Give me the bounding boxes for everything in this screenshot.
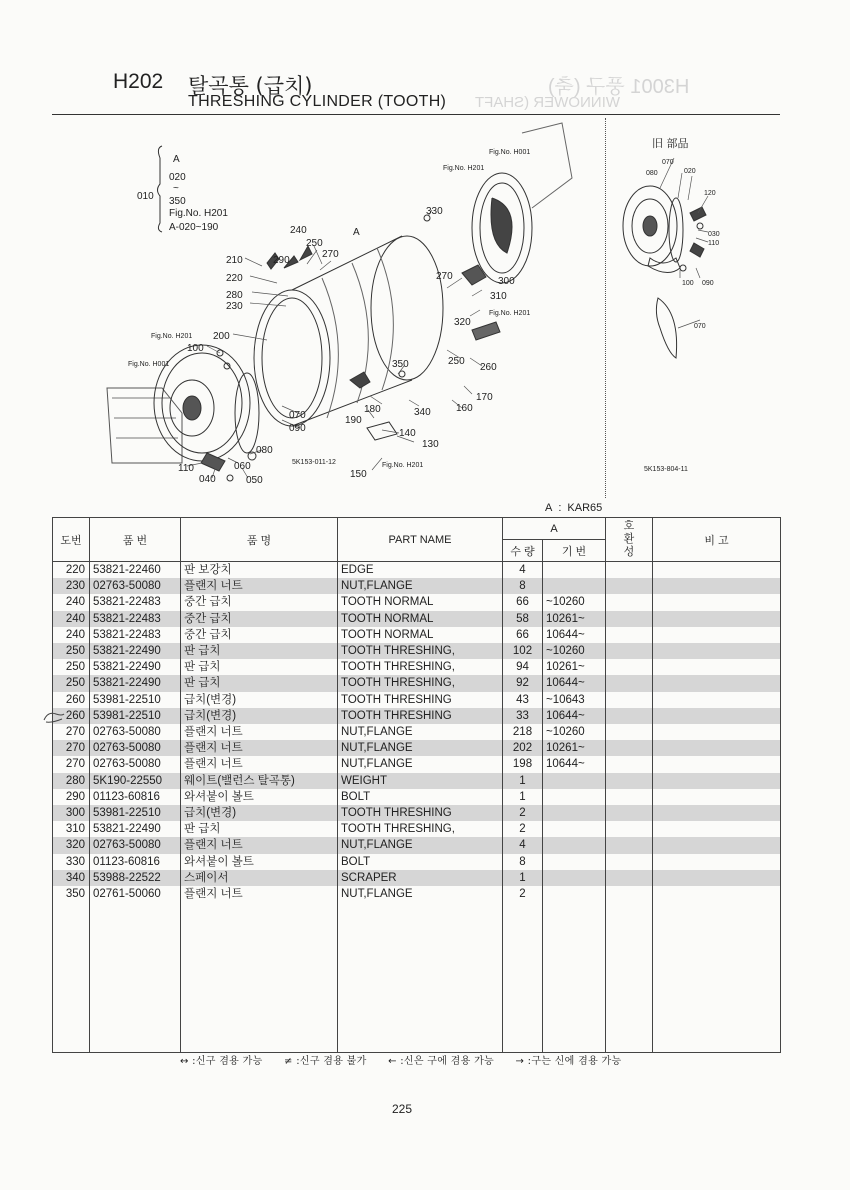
cell-en: TOOTH THRESHING,	[338, 675, 503, 691]
callout-label: 190	[345, 415, 362, 426]
cell-empty	[653, 756, 781, 772]
cell-no: 260	[53, 692, 90, 708]
group-label-line: 020	[169, 172, 186, 183]
cell-empty	[653, 659, 781, 675]
cell-empty	[606, 594, 653, 610]
cell-kr: 중간 급치	[181, 594, 338, 610]
cell-en: NUT,FLANGE	[338, 756, 503, 772]
cell-part: 53821-22483	[90, 594, 181, 610]
section-code: H202	[113, 70, 164, 93]
cell-empty	[606, 643, 653, 659]
cell-part: 53981-22510	[90, 805, 181, 821]
cell-part: 53821-22490	[90, 643, 181, 659]
old-callout: 110	[708, 240, 720, 247]
cell-kr: 플랜지 너트	[181, 740, 338, 756]
cell-no: 270	[53, 756, 90, 772]
cell-qty: 218	[503, 724, 543, 740]
cell-kr: 중간 급치	[181, 611, 338, 627]
section-title-english: THRESHING CYLINDER (TOOTH)	[188, 93, 447, 110]
table-row	[53, 659, 781, 675]
group-label-line: A	[173, 154, 180, 165]
callout-label: 060	[234, 461, 251, 472]
cell-qty: 8	[503, 854, 543, 870]
cell-empty	[653, 708, 781, 724]
callout-label: 070	[289, 410, 306, 421]
cell-qty: 2	[503, 886, 543, 902]
cell-empty	[606, 692, 653, 708]
cell-empty	[653, 578, 781, 594]
cell-serial	[543, 821, 606, 837]
figure-ref: Fig.No. H201	[151, 333, 193, 340]
cell-kr: 플랜지 너트	[181, 837, 338, 853]
cell-part: 02763-50080	[90, 724, 181, 740]
cell-empty	[606, 886, 653, 902]
cell-no: 290	[53, 789, 90, 805]
cell-empty	[338, 902, 503, 1053]
cell-qty: 92	[503, 675, 543, 691]
callout-label: 160	[456, 403, 473, 414]
cell-part: 02761-50060	[90, 886, 181, 902]
cell-kr: 와셔붙이 볼트	[181, 789, 338, 805]
callout-label: 330	[426, 206, 443, 217]
cell-serial: ~10260	[543, 643, 606, 659]
table-row	[53, 740, 781, 756]
cell-no: 240	[53, 594, 90, 610]
cell-no: 240	[53, 611, 90, 627]
cell-en: TOOTH THRESHING	[338, 708, 503, 724]
cell-empty	[653, 902, 781, 1053]
old-figure-code: 5K153-804-11	[644, 466, 688, 473]
cell-en: TOOTH NORMAL	[338, 611, 503, 627]
callout-label: 180	[364, 404, 381, 415]
callout-label: 350	[392, 359, 409, 370]
cell-kr: 중간 급치	[181, 627, 338, 643]
cell-part: 53821-22483	[90, 627, 181, 643]
callout-label: 310	[490, 291, 507, 302]
cell-qty: 33	[503, 708, 543, 724]
figure-code: 5K153-011-12	[292, 459, 336, 466]
cell-empty	[653, 854, 781, 870]
callout-label: 260	[480, 362, 497, 373]
col-header-part-name: PART NAME	[338, 518, 503, 562]
cell-empty	[606, 756, 653, 772]
callout-label: 140	[399, 428, 416, 439]
parts-table	[52, 517, 781, 1053]
callout-label: 080	[256, 445, 273, 456]
cell-part: 53981-22510	[90, 708, 181, 724]
legend-item: → :구는 신에 겸용 가능	[515, 1056, 622, 1067]
cell-en: WEIGHT	[338, 773, 503, 789]
old-callout: 100	[682, 280, 694, 287]
old-callout: 020	[684, 168, 696, 175]
callout-label: 250	[306, 238, 323, 249]
cell-no: 230	[53, 578, 90, 594]
cell-qty: 1	[503, 773, 543, 789]
diagram-divider	[605, 118, 606, 498]
table-row	[53, 594, 781, 610]
col-header-qty: 수 량	[503, 540, 543, 562]
cell-kr: 플랜지 너트	[181, 578, 338, 594]
old-parts-title: 旧 部品	[652, 137, 689, 150]
cell-en: EDGE	[338, 562, 503, 579]
cell-empty	[606, 773, 653, 789]
cell-no: 220	[53, 562, 90, 579]
cell-qty: 102	[503, 643, 543, 659]
cell-empty	[606, 562, 653, 579]
cell-serial: 10644~	[543, 627, 606, 643]
col-header-interchange: 호 환 성	[606, 518, 653, 562]
cell-en: SCRAPER	[338, 870, 503, 886]
cell-part: 53821-22490	[90, 821, 181, 837]
cell-empty	[653, 675, 781, 691]
cell-qty: 4	[503, 562, 543, 579]
cell-empty	[653, 611, 781, 627]
cell-no: 240	[53, 627, 90, 643]
col-header-part-no: 품 번	[90, 518, 181, 562]
cell-serial: ~10260	[543, 594, 606, 610]
cell-empty	[90, 902, 181, 1053]
callout-label: 210	[226, 255, 243, 266]
col-header-remarks: 비 고	[653, 518, 781, 562]
cell-qty: 66	[503, 594, 543, 610]
table-row	[53, 724, 781, 740]
cell-empty	[606, 724, 653, 740]
cell-empty	[606, 805, 653, 821]
cell-part: 02763-50080	[90, 756, 181, 772]
callout-label: 250	[448, 356, 465, 367]
cell-kr: 판 급치	[181, 675, 338, 691]
cell-serial	[543, 562, 606, 579]
cell-qty: 94	[503, 659, 543, 675]
cell-part: 53821-22490	[90, 659, 181, 675]
cell-en: NUT,FLANGE	[338, 837, 503, 853]
cell-serial: ~10643	[543, 692, 606, 708]
cell-serial: 10261~	[543, 611, 606, 627]
callout-label: 270	[322, 249, 339, 260]
cell-en: TOOTH NORMAL	[338, 627, 503, 643]
cell-no: 250	[53, 659, 90, 675]
cell-part: 53821-22483	[90, 611, 181, 627]
cell-qty: 202	[503, 740, 543, 756]
axis-label: A	[353, 227, 360, 238]
cell-kr: 판 급치	[181, 659, 338, 675]
cell-serial: 10261~	[543, 659, 606, 675]
callout-label: 150	[350, 469, 367, 480]
legend-item: ↔ :신구 겸용 가능	[180, 1056, 263, 1067]
cell-no: 340	[53, 870, 90, 886]
model-key-label: A	[545, 502, 553, 514]
table-row	[53, 643, 781, 659]
cell-part: 02763-50080	[90, 837, 181, 853]
table-row	[53, 611, 781, 627]
cell-empty	[606, 659, 653, 675]
cell-qty: 58	[503, 611, 543, 627]
cell-empty	[606, 740, 653, 756]
model-key	[545, 502, 602, 514]
cell-en: BOLT	[338, 854, 503, 870]
cell-serial	[543, 789, 606, 805]
cell-empty	[653, 837, 781, 853]
callout-label: 050	[246, 475, 263, 486]
old-callout: 080	[646, 170, 658, 177]
cell-qty: 4	[503, 837, 543, 853]
cell-en: TOOTH THRESHING,	[338, 659, 503, 675]
cell-empty	[606, 611, 653, 627]
cell-kr: 와셔붙이 볼트	[181, 854, 338, 870]
figure-ref: Fig.No. H201	[489, 310, 531, 317]
cell-empty	[653, 886, 781, 902]
cell-no: 330	[53, 854, 90, 870]
cell-serial	[543, 805, 606, 821]
cell-empty	[606, 821, 653, 837]
cell-en: TOOTH THRESHING	[338, 692, 503, 708]
callout-label: 240	[290, 225, 307, 236]
callout-label: 280	[226, 290, 243, 301]
cell-empty	[606, 854, 653, 870]
cell-qty: 2	[503, 805, 543, 821]
table-row	[53, 821, 781, 837]
cell-empty	[606, 870, 653, 886]
cell-en: TOOTH THRESHING,	[338, 643, 503, 659]
cell-qty: 8	[503, 578, 543, 594]
table-row	[53, 805, 781, 821]
table-row	[53, 627, 781, 643]
cell-empty	[653, 805, 781, 821]
cell-kr: 급치(변경)	[181, 692, 338, 708]
cell-empty	[543, 902, 606, 1053]
cell-en: TOOTH THRESHING	[338, 805, 503, 821]
col-header-a: A	[503, 518, 606, 540]
old-callout: 090	[702, 280, 714, 287]
table-row	[53, 756, 781, 772]
callout-label: 110	[178, 463, 194, 474]
cell-qty: 1	[503, 789, 543, 805]
cell-no: 280	[53, 773, 90, 789]
cell-part: 53821-22460	[90, 562, 181, 579]
cell-empty	[653, 724, 781, 740]
cell-empty	[653, 627, 781, 643]
cell-no: 260	[53, 708, 90, 724]
col-header-serial: 기 번	[543, 540, 606, 562]
old-callout: 070	[694, 323, 706, 330]
col-header-no: 도번	[53, 518, 90, 562]
model-key-sep: :	[558, 502, 562, 514]
bleed-through-title: WINNOWER (SHAFT	[475, 94, 620, 111]
table-row	[53, 675, 781, 691]
table-row	[53, 708, 781, 724]
cell-empty	[606, 708, 653, 724]
exploded-parts-diagram	[52, 118, 602, 493]
cell-en: BOLT	[338, 789, 503, 805]
table-row	[53, 773, 781, 789]
cell-kr: 급치(변경)	[181, 805, 338, 821]
cell-no: 250	[53, 675, 90, 691]
cell-serial: 10644~	[543, 675, 606, 691]
table-row	[53, 692, 781, 708]
callout-label: 170	[476, 392, 493, 403]
cell-en: NUT,FLANGE	[338, 740, 503, 756]
cell-empty	[181, 902, 338, 1053]
table-row	[53, 837, 781, 853]
cell-en: TOOTH THRESHING,	[338, 821, 503, 837]
old-parts-diagram	[608, 118, 783, 493]
cell-part: 5K190-22550	[90, 773, 181, 789]
cell-serial	[543, 854, 606, 870]
cell-no: 300	[53, 805, 90, 821]
cell-serial: ~10260	[543, 724, 606, 740]
table-filler-row	[53, 902, 781, 1053]
cell-part: 01123-60816	[90, 854, 181, 870]
cell-en: NUT,FLANGE	[338, 724, 503, 740]
cell-kr: 플랜지 너트	[181, 756, 338, 772]
callout-label: 130	[422, 439, 439, 450]
cell-no: 350	[53, 886, 90, 902]
callout-label: 090	[289, 423, 306, 434]
cell-serial	[543, 578, 606, 594]
cell-empty	[606, 627, 653, 643]
callout-label: 270	[436, 271, 453, 282]
callout-label: 200	[213, 331, 230, 342]
interchange-legend	[180, 1052, 639, 1067]
cell-empty	[653, 821, 781, 837]
cell-kr: 스페이서	[181, 870, 338, 886]
callout-label: 340	[414, 407, 431, 418]
col-header-name-kr: 품 명	[181, 518, 338, 562]
figure-ref: Fig.No. H201	[382, 462, 424, 469]
group-label-line: ~	[173, 183, 179, 194]
cell-empty	[653, 562, 781, 579]
cell-serial: 10261~	[543, 740, 606, 756]
cell-empty	[653, 773, 781, 789]
table-row	[53, 578, 781, 594]
section-title-korean: 탈곡통 (급치)	[188, 74, 313, 98]
callout-label: 220	[226, 273, 243, 284]
cell-empty	[653, 870, 781, 886]
legend-item: ≠ :신구 겸용 불가	[284, 1056, 367, 1067]
cell-kr: 급치(변경)	[181, 708, 338, 724]
callout-label: 230	[226, 301, 243, 312]
header-rule	[52, 114, 780, 115]
cell-part: 01123-60816	[90, 789, 181, 805]
group-label-line: 350	[169, 196, 186, 207]
cell-empty	[53, 902, 90, 1053]
bleed-through-code: H3001 풍구 (축)	[548, 76, 690, 98]
cell-no: 270	[53, 740, 90, 756]
cell-qty: 2	[503, 821, 543, 837]
cell-part: 53821-22490	[90, 675, 181, 691]
cell-qty: 1	[503, 870, 543, 886]
cell-part: 53981-22510	[90, 692, 181, 708]
cell-empty	[503, 902, 543, 1053]
cell-no: 310	[53, 821, 90, 837]
table-row	[53, 886, 781, 902]
old-callout: 070	[662, 159, 674, 166]
cell-en: NUT,FLANGE	[338, 886, 503, 902]
cell-empty	[606, 902, 653, 1053]
group-label-line: Fig.No. H201	[169, 208, 228, 219]
callout-label: 100	[187, 343, 204, 354]
figure-ref: Fig.No. H001	[128, 361, 170, 368]
group-label-line: A-020~190	[169, 222, 219, 233]
cell-serial	[543, 773, 606, 789]
callout-label: 040	[199, 474, 216, 485]
cell-kr: 웨이트(밸런스 탈곡통)	[181, 773, 338, 789]
callout-label: 300	[498, 276, 515, 287]
cell-kr: 판 급치	[181, 643, 338, 659]
legend-item: ← :신은 구에 겸용 가능	[388, 1056, 495, 1067]
table-row	[53, 870, 781, 886]
old-callout: 120	[704, 190, 716, 197]
cell-no: 250	[53, 643, 90, 659]
cell-empty	[606, 789, 653, 805]
cell-empty	[653, 740, 781, 756]
cell-en: NUT,FLANGE	[338, 578, 503, 594]
figure-ref: Fig.No. H201	[443, 165, 485, 172]
cell-empty	[653, 594, 781, 610]
cell-kr: 판 급치	[181, 821, 338, 837]
cell-qty: 198	[503, 756, 543, 772]
cell-serial: 10644~	[543, 708, 606, 724]
old-callout: 030	[708, 231, 720, 238]
cell-empty	[606, 837, 653, 853]
cell-empty	[653, 789, 781, 805]
callout-label: 290	[273, 255, 290, 266]
cell-qty: 43	[503, 692, 543, 708]
cell-part: 02763-50080	[90, 578, 181, 594]
cell-empty	[653, 643, 781, 659]
table-row	[53, 789, 781, 805]
model-key-value: KAR65	[567, 502, 603, 514]
cell-kr: 플랜지 너트	[181, 724, 338, 740]
cell-serial	[543, 886, 606, 902]
cell-en: TOOTH NORMAL	[338, 594, 503, 610]
cell-serial	[543, 837, 606, 853]
cell-serial	[543, 870, 606, 886]
cell-empty	[653, 692, 781, 708]
cell-empty	[606, 675, 653, 691]
group-ref-label: 010	[137, 191, 154, 202]
cell-no: 320	[53, 837, 90, 853]
cell-kr: 판 보강치	[181, 562, 338, 579]
cell-empty	[606, 578, 653, 594]
table-row	[53, 854, 781, 870]
figure-ref: Fig.No. H001	[489, 149, 531, 156]
cell-qty: 66	[503, 627, 543, 643]
cell-no: 270	[53, 724, 90, 740]
handwritten-mark-icon	[42, 709, 66, 728]
table-row	[53, 562, 781, 579]
cell-part: 53988-22522	[90, 870, 181, 886]
page-number: 225	[392, 1102, 413, 1116]
cell-part: 02763-50080	[90, 740, 181, 756]
callout-label: 320	[454, 317, 471, 328]
cell-kr: 플랜지 너트	[181, 886, 338, 902]
cell-serial: 10644~	[543, 756, 606, 772]
